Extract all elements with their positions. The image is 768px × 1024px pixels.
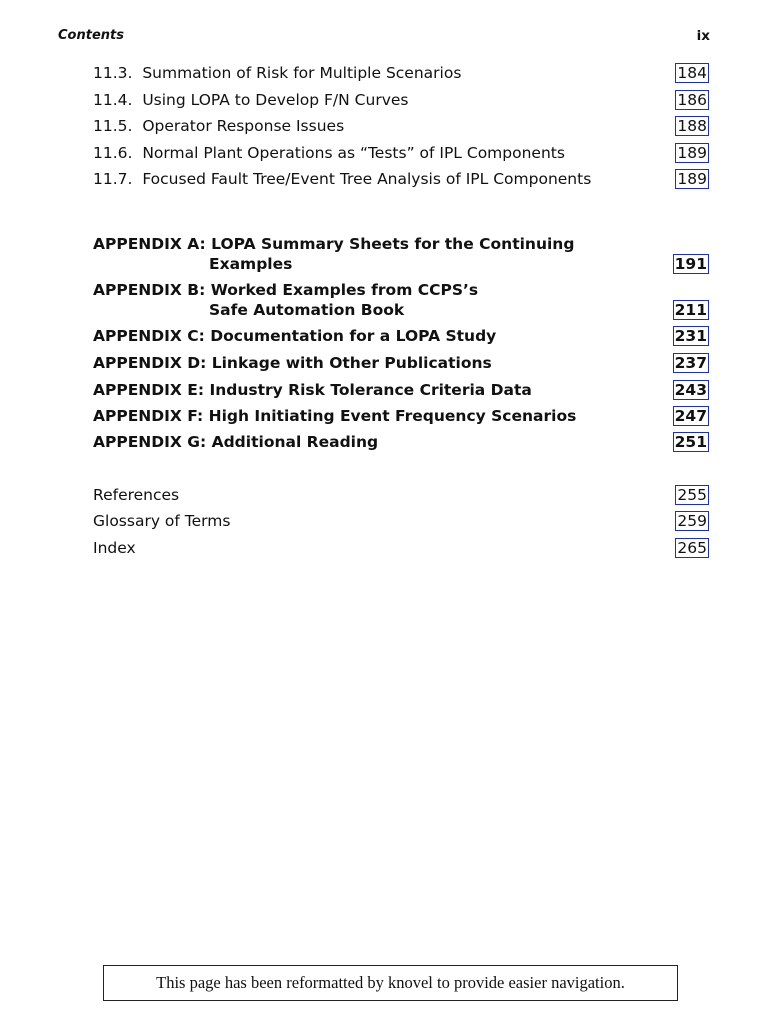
toc-entry-index <box>93 538 709 562</box>
toc-entry-appendix-e <box>93 380 709 404</box>
page-link[interactable]: 184 <box>677 64 707 82</box>
section-title: Operator Response Issues <box>142 117 345 135</box>
appendix-title: Industry Risk Tolerance Criteria Data <box>209 381 532 399</box>
page-link[interactable]: 189 <box>677 170 707 188</box>
toc-entry-appendix-a <box>93 234 709 278</box>
appendix-title: Linkage with Other Publications <box>211 354 492 372</box>
toc-entry-11-4 <box>93 90 709 114</box>
section-title: Using LOPA to Develop F/N Curves <box>142 91 409 109</box>
appendix-label: APPENDIX E: <box>93 381 205 399</box>
reformat-notice: This page has been reformatted by knovel to provide easier navigation. <box>103 965 678 1001</box>
page-link[interactable]: 188 <box>677 117 707 135</box>
appendix-title-continued: Examples <box>209 255 293 273</box>
entry-title: References <box>93 486 180 504</box>
toc-entry-references <box>93 485 709 509</box>
appendix-title: Worked Examples from CCPS’s <box>210 281 479 299</box>
running-head <box>58 28 710 48</box>
page-link[interactable]: 243 <box>674 381 707 399</box>
toc-entry-11-3 <box>93 63 709 87</box>
page-link[interactable]: 189 <box>677 144 707 162</box>
appendix-label: APPENDIX C: <box>93 327 205 345</box>
section-title: Summation of Risk for Multiple Scenarios <box>142 64 462 82</box>
appendix-label: APPENDIX F: <box>93 407 204 425</box>
page-link[interactable]: 247 <box>674 407 707 425</box>
toc-entry-glossary <box>93 511 709 535</box>
toc-entry-11-5 <box>93 116 709 140</box>
page-link[interactable]: 251 <box>674 433 707 451</box>
page-number: ix <box>696 28 710 44</box>
section-title: Normal Plant Operations as “Tests” of IPL Components <box>142 144 565 162</box>
page-link[interactable]: 186 <box>677 91 707 109</box>
toc-entry-appendix-d <box>93 353 709 377</box>
page-link[interactable]: 231 <box>674 327 707 345</box>
toc-entry-appendix-g <box>93 432 709 456</box>
appendix-title: Documentation for a LOPA Study <box>210 327 497 345</box>
entry-title: Glossary of Terms <box>93 512 231 530</box>
appendix-label: APPENDIX A: <box>93 235 206 253</box>
running-title: Contents <box>58 28 124 43</box>
page-link[interactable]: 191 <box>674 255 707 273</box>
toc-entry-appendix-f <box>93 406 709 430</box>
appendix-title: LOPA Summary Sheets for the Continuing <box>211 235 575 253</box>
toc-entry-11-7 <box>93 169 709 193</box>
section-number: 11.5. <box>93 117 133 135</box>
page-link[interactable]: 259 <box>677 512 707 530</box>
appendix-title: Additional Reading <box>211 433 379 451</box>
section-number: 11.3. <box>93 64 133 82</box>
section-number: 11.7. <box>93 170 133 188</box>
toc-entry-11-6 <box>93 143 709 167</box>
toc-entry-appendix-b <box>93 280 709 324</box>
appendix-title: High Initiating Event Frequency Scenarios <box>208 407 577 425</box>
page-link[interactable]: 211 <box>674 301 707 319</box>
page-link[interactable]: 237 <box>674 354 707 372</box>
appendix-label: APPENDIX G: <box>93 433 207 451</box>
appendix-label: APPENDIX B: <box>93 281 206 299</box>
page-link[interactable]: 265 <box>677 539 707 557</box>
section-title: Focused Fault Tree/Event Tree Analysis of IPL Components <box>142 170 592 188</box>
page-link[interactable]: 255 <box>677 486 707 504</box>
section-number: 11.4. <box>93 91 133 109</box>
appendix-title-continued: Safe Automation Book <box>209 301 405 319</box>
entry-title: Index <box>93 539 136 557</box>
section-number: 11.6. <box>93 144 133 162</box>
toc-entry-appendix-c <box>93 326 709 350</box>
appendix-label: APPENDIX D: <box>93 354 207 372</box>
